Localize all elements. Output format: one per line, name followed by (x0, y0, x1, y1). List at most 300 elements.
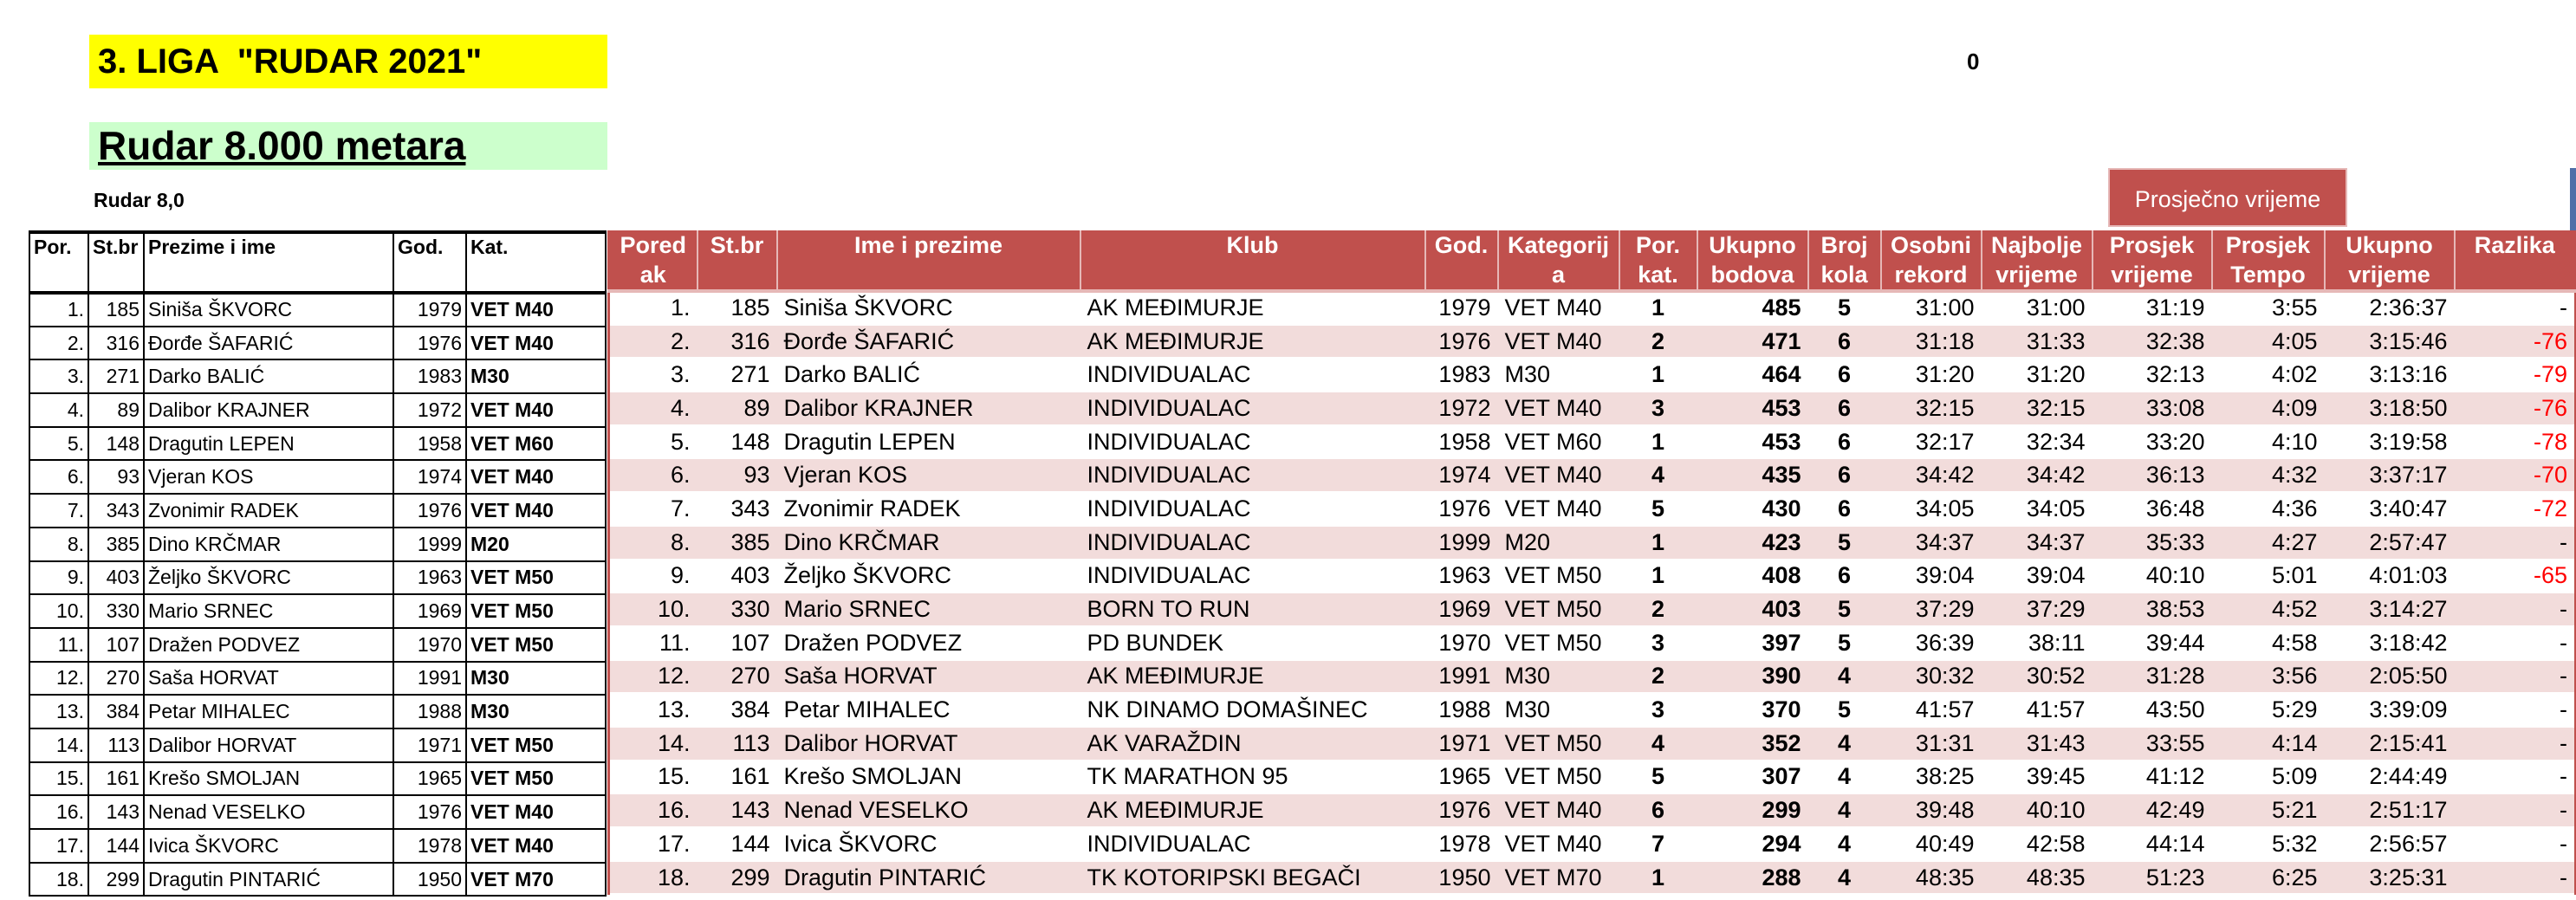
results-cell-tempo[interactable]: 5:01 (2212, 560, 2325, 593)
results-cell-kat[interactable]: M30 (1498, 660, 1619, 694)
results-cell-bodova[interactable]: 370 (1697, 693, 1808, 727)
results-cell-kat[interactable]: VET M50 (1498, 560, 1619, 593)
results-cell-porkat[interactable]: 3 (1619, 392, 1697, 425)
summary-cell-stbr[interactable]: 299 (88, 863, 144, 897)
results-cell-stbr[interactable]: 385 (698, 526, 777, 560)
results-cell-najbolje[interactable]: 39:04 (1982, 560, 2093, 593)
results-cell-stbr[interactable]: 161 (698, 761, 777, 794)
results-cell-name[interactable]: Vjeran KOS (777, 458, 1080, 492)
results-cell-porkat[interactable]: 3 (1619, 693, 1697, 727)
summary-cell-por[interactable]: 14. (29, 728, 88, 762)
results-cell-por[interactable]: 16. (609, 793, 698, 827)
results-cell-kola[interactable]: 4 (1808, 660, 1881, 694)
summary-cell-stbr[interactable]: 385 (88, 528, 144, 561)
results-cell-god[interactable]: 1970 (1425, 626, 1498, 660)
results-cell-prosjek[interactable]: 51:23 (2093, 861, 2212, 895)
results-cell-tempo[interactable]: 5:21 (2212, 793, 2325, 827)
results-cell-tempo[interactable]: 4:36 (2212, 492, 2325, 526)
header-start-number[interactable]: St.br (698, 230, 777, 291)
results-cell-razlika[interactable]: -70 (2455, 458, 2576, 492)
summary-cell-name[interactable]: Dragutin LEPEN (144, 427, 393, 461)
summary-cell-por[interactable]: 18. (29, 863, 88, 897)
results-cell-ukupno[interactable]: 2:56:57 (2325, 827, 2455, 861)
results-cell-rekord[interactable]: 34:37 (1881, 526, 1982, 560)
summary-cell-por[interactable]: 15. (29, 762, 88, 796)
header-personal-record[interactable]: Osobni rekord (1881, 230, 1982, 291)
results-cell-bodova[interactable]: 464 (1697, 358, 1808, 392)
results-cell-tempo[interactable]: 4:02 (2212, 358, 2325, 392)
results-cell-razlika[interactable]: - (2455, 827, 2576, 861)
results-cell-klub[interactable]: AK VARAŽDIN (1080, 727, 1425, 761)
summary-cell-god[interactable]: 1983 (393, 359, 466, 393)
results-cell-bodova[interactable]: 307 (1697, 761, 1808, 794)
results-cell-kola[interactable]: 6 (1808, 392, 1881, 425)
results-cell-por[interactable]: 17. (609, 827, 698, 861)
results-cell-prosjek[interactable]: 38:53 (2093, 592, 2212, 626)
header-poredak[interactable]: Pored ak (609, 230, 698, 291)
results-cell-klub[interactable]: INDIVIDUALAC (1080, 458, 1425, 492)
summary-cell-por[interactable]: 16. (29, 795, 88, 829)
header-rounds[interactable]: Broj kola (1808, 230, 1881, 291)
results-cell-prosjek[interactable]: 42:49 (2093, 793, 2212, 827)
summary-cell-name[interactable]: Dalibor HORVAT (144, 728, 393, 762)
results-cell-kola[interactable]: 4 (1808, 861, 1881, 895)
results-cell-stbr[interactable]: 316 (698, 325, 777, 359)
header-por[interactable]: Por. (29, 232, 88, 293)
results-cell-kat[interactable]: VET M40 (1498, 325, 1619, 359)
results-cell-kat[interactable]: VET M40 (1498, 458, 1619, 492)
results-cell-por[interactable]: 11. (609, 626, 698, 660)
results-cell-por[interactable]: 15. (609, 761, 698, 794)
results-cell-klub[interactable]: INDIVIDUALAC (1080, 425, 1425, 459)
summary-cell-name[interactable]: Krešo SMOLJAN (144, 762, 393, 796)
results-cell-razlika[interactable]: - (2455, 861, 2576, 895)
summary-cell-stbr[interactable]: 113 (88, 728, 144, 762)
results-cell-bodova[interactable]: 485 (1697, 291, 1808, 325)
summary-cell-god[interactable]: 1963 (393, 561, 466, 595)
summary-cell-name[interactable]: Željko ŠKVORC (144, 561, 393, 595)
results-cell-klub[interactable]: PD BUNDEK (1080, 626, 1425, 660)
results-cell-name[interactable]: Dalibor HORVAT (777, 727, 1080, 761)
header-total-time[interactable]: Ukupno vrijeme (2325, 230, 2455, 291)
results-cell-kola[interactable]: 4 (1808, 793, 1881, 827)
results-cell-ukupno[interactable]: 3:18:42 (2325, 626, 2455, 660)
results-cell-rekord[interactable]: 31:18 (1881, 325, 1982, 359)
results-cell-klub[interactable]: TK KOTORIPSKI BEGAČI (1080, 861, 1425, 895)
header-god[interactable]: God. (393, 232, 466, 293)
summary-cell-stbr[interactable]: 143 (88, 795, 144, 829)
results-cell-stbr[interactable]: 144 (698, 827, 777, 861)
results-cell-kola[interactable]: 4 (1808, 761, 1881, 794)
summary-cell-name[interactable]: Dragutin PINTARIĆ (144, 863, 393, 897)
results-cell-bodova[interactable]: 408 (1697, 560, 1808, 593)
results-cell-klub[interactable]: AK MEĐIMURJE (1080, 291, 1425, 325)
header-category-rank[interactable]: Por. kat. (1619, 230, 1697, 291)
results-cell-ukupno[interactable]: 3:37:17 (2325, 458, 2455, 492)
results-cell-prosjek[interactable]: 33:08 (2093, 392, 2212, 425)
results-cell-prosjek[interactable]: 32:13 (2093, 358, 2212, 392)
results-cell-ukupno[interactable]: 2:44:49 (2325, 761, 2455, 794)
summary-cell-name[interactable]: Dino KRČMAR (144, 528, 393, 561)
results-cell-najbolje[interactable]: 41:57 (1982, 693, 2093, 727)
results-cell-prosjek[interactable]: 36:13 (2093, 458, 2212, 492)
results-cell-klub[interactable]: AK MEĐIMURJE (1080, 793, 1425, 827)
summary-cell-god[interactable]: 1976 (393, 795, 466, 829)
results-cell-razlika[interactable]: - (2455, 291, 2576, 325)
results-cell-klub[interactable]: INDIVIDUALAC (1080, 827, 1425, 861)
results-cell-kat[interactable]: VET M60 (1498, 425, 1619, 459)
results-cell-name[interactable]: Đorđe ŠAFARIĆ (777, 325, 1080, 359)
results-cell-stbr[interactable]: 271 (698, 358, 777, 392)
results-cell-kat[interactable]: M30 (1498, 693, 1619, 727)
summary-cell-kat[interactable]: VET M40 (466, 829, 606, 863)
results-cell-rekord[interactable]: 31:00 (1881, 291, 1982, 325)
results-cell-prosjek[interactable]: 40:10 (2093, 560, 2212, 593)
summary-cell-kat[interactable]: VET M40 (466, 293, 606, 327)
header-category[interactable]: Kategorij a (1498, 230, 1619, 291)
summary-cell-name[interactable]: Petar MIHALEC (144, 695, 393, 728)
results-cell-razlika[interactable]: -76 (2455, 325, 2576, 359)
results-cell-najbolje[interactable]: 39:45 (1982, 761, 2093, 794)
results-cell-rekord[interactable]: 38:25 (1881, 761, 1982, 794)
summary-cell-stbr[interactable]: 107 (88, 628, 144, 662)
results-cell-kola[interactable]: 5 (1808, 291, 1881, 325)
results-cell-najbolje[interactable]: 31:33 (1982, 325, 2093, 359)
results-cell-rekord[interactable]: 32:17 (1881, 425, 1982, 459)
results-cell-najbolje[interactable]: 34:42 (1982, 458, 2093, 492)
results-cell-stbr[interactable]: 89 (698, 392, 777, 425)
results-cell-kola[interactable]: 5 (1808, 626, 1881, 660)
results-cell-por[interactable]: 18. (609, 861, 698, 895)
results-cell-porkat[interactable]: 1 (1619, 291, 1697, 325)
summary-cell-por[interactable]: 2. (29, 327, 88, 360)
results-cell-kola[interactable]: 6 (1808, 425, 1881, 459)
summary-cell-stbr[interactable]: 185 (88, 293, 144, 327)
header-club[interactable]: Klub (1080, 230, 1425, 291)
summary-cell-stbr[interactable]: 271 (88, 359, 144, 393)
results-cell-prosjek[interactable]: 39:44 (2093, 626, 2212, 660)
results-cell-najbolje[interactable]: 31:20 (1982, 358, 2093, 392)
summary-cell-por[interactable]: 7. (29, 494, 88, 528)
summary-cell-stbr[interactable]: 144 (88, 829, 144, 863)
results-cell-god[interactable]: 1976 (1425, 492, 1498, 526)
results-cell-porkat[interactable]: 7 (1619, 827, 1697, 861)
results-cell-razlika[interactable]: - (2455, 727, 2576, 761)
summary-cell-kat[interactable]: VET M40 (466, 795, 606, 829)
summary-cell-kat[interactable]: VET M40 (466, 393, 606, 427)
results-cell-name[interactable]: Dino KRČMAR (777, 526, 1080, 560)
results-cell-rekord[interactable]: 40:49 (1881, 827, 1982, 861)
results-cell-tempo[interactable]: 4:58 (2212, 626, 2325, 660)
results-cell-rekord[interactable]: 41:57 (1881, 693, 1982, 727)
results-cell-prosjek[interactable]: 32:38 (2093, 325, 2212, 359)
results-cell-klub[interactable]: NK DINAMO DOMAŠINEC (1080, 693, 1425, 727)
results-cell-ukupno[interactable]: 3:19:58 (2325, 425, 2455, 459)
results-cell-stbr[interactable]: 384 (698, 693, 777, 727)
results-cell-ukupno[interactable]: 4:01:03 (2325, 560, 2455, 593)
summary-cell-kat[interactable]: VET M50 (466, 561, 606, 595)
results-cell-klub[interactable]: AK MEĐIMURJE (1080, 660, 1425, 694)
results-cell-stbr[interactable]: 185 (698, 291, 777, 325)
results-cell-porkat[interactable]: 5 (1619, 492, 1697, 526)
summary-cell-god[interactable]: 1988 (393, 695, 466, 728)
summary-cell-por[interactable]: 1. (29, 293, 88, 327)
header-average-pace[interactable]: Prosjek Tempo (2212, 230, 2325, 291)
results-cell-rekord[interactable]: 37:29 (1881, 592, 1982, 626)
results-cell-god[interactable]: 1963 (1425, 560, 1498, 593)
results-cell-rekord[interactable]: 34:05 (1881, 492, 1982, 526)
results-cell-kola[interactable]: 6 (1808, 358, 1881, 392)
summary-cell-stbr[interactable]: 343 (88, 494, 144, 528)
results-cell-stbr[interactable]: 403 (698, 560, 777, 593)
summary-cell-name[interactable]: Saša HORVAT (144, 662, 393, 696)
results-cell-stbr[interactable]: 343 (698, 492, 777, 526)
results-cell-ukupno[interactable]: 2:36:37 (2325, 291, 2455, 325)
results-cell-name[interactable]: Saša HORVAT (777, 660, 1080, 694)
summary-cell-name[interactable]: Nenad VESELKO (144, 795, 393, 829)
results-cell-tempo[interactable]: 4:27 (2212, 526, 2325, 560)
results-cell-najbolje[interactable]: 37:29 (1982, 592, 2093, 626)
header-name[interactable]: Prezime i ime (144, 232, 393, 293)
results-cell-prosjek[interactable]: 44:14 (2093, 827, 2212, 861)
results-cell-por[interactable]: 7. (609, 492, 698, 526)
results-cell-god[interactable]: 1979 (1425, 291, 1498, 325)
results-cell-tempo[interactable]: 4:09 (2212, 392, 2325, 425)
summary-cell-stbr[interactable]: 270 (88, 662, 144, 696)
results-cell-kat[interactable]: VET M40 (1498, 827, 1619, 861)
summary-cell-kat[interactable]: M30 (466, 662, 606, 696)
summary-cell-kat[interactable]: M30 (466, 695, 606, 728)
results-cell-porkat[interactable]: 2 (1619, 592, 1697, 626)
summary-cell-god[interactable]: 1965 (393, 762, 466, 796)
results-cell-kat[interactable]: VET M40 (1498, 392, 1619, 425)
results-cell-tempo[interactable]: 4:05 (2212, 325, 2325, 359)
summary-cell-stbr[interactable]: 403 (88, 561, 144, 595)
summary-cell-kat[interactable]: VET M50 (466, 628, 606, 662)
results-cell-por[interactable]: 1. (609, 291, 698, 325)
summary-cell-god[interactable]: 1976 (393, 327, 466, 360)
summary-cell-stbr[interactable]: 330 (88, 594, 144, 628)
results-cell-god[interactable]: 1991 (1425, 660, 1498, 694)
results-cell-razlika[interactable]: - (2455, 626, 2576, 660)
summary-cell-kat[interactable]: VET M40 (466, 494, 606, 528)
results-cell-najbolje[interactable]: 34:37 (1982, 526, 2093, 560)
header-stbr[interactable]: St.br (88, 232, 144, 293)
results-cell-name[interactable]: Siniša ŠKVORC (777, 291, 1080, 325)
results-cell-por[interactable]: 8. (609, 526, 698, 560)
results-cell-kat[interactable]: VET M50 (1498, 592, 1619, 626)
summary-cell-god[interactable]: 1974 (393, 460, 466, 494)
results-cell-name[interactable]: Nenad VESELKO (777, 793, 1080, 827)
results-cell-name[interactable]: Dragutin PINTARIĆ (777, 861, 1080, 895)
results-cell-najbolje[interactable]: 48:35 (1982, 861, 2093, 895)
results-cell-razlika[interactable]: -76 (2455, 392, 2576, 425)
results-cell-stbr[interactable]: 93 (698, 458, 777, 492)
results-cell-prosjek[interactable]: 33:20 (2093, 425, 2212, 459)
results-cell-name[interactable]: Dražen PODVEZ (777, 626, 1080, 660)
results-cell-porkat[interactable]: 1 (1619, 425, 1697, 459)
results-cell-god[interactable]: 1983 (1425, 358, 1498, 392)
results-cell-razlika[interactable]: - (2455, 761, 2576, 794)
results-cell-bodova[interactable]: 403 (1697, 592, 1808, 626)
results-cell-rekord[interactable]: 31:31 (1881, 727, 1982, 761)
results-cell-najbolje[interactable]: 32:15 (1982, 392, 2093, 425)
summary-cell-stbr[interactable]: 316 (88, 327, 144, 360)
results-cell-najbolje[interactable]: 31:43 (1982, 727, 2093, 761)
results-cell-klub[interactable]: INDIVIDUALAC (1080, 392, 1425, 425)
header-kat[interactable]: Kat. (466, 232, 606, 293)
results-cell-razlika[interactable]: - (2455, 660, 2576, 694)
results-cell-porkat[interactable]: 3 (1619, 626, 1697, 660)
results-cell-tempo[interactable]: 5:32 (2212, 827, 2325, 861)
summary-cell-por[interactable]: 5. (29, 427, 88, 461)
results-cell-god[interactable]: 1958 (1425, 425, 1498, 459)
header-difference[interactable]: Razlika (2455, 230, 2576, 291)
summary-cell-por[interactable]: 3. (29, 359, 88, 393)
results-cell-porkat[interactable]: 6 (1619, 793, 1697, 827)
results-cell-name[interactable]: Dalibor KRAJNER (777, 392, 1080, 425)
results-cell-bodova[interactable]: 435 (1697, 458, 1808, 492)
summary-cell-god[interactable]: 1958 (393, 427, 466, 461)
summary-cell-god[interactable]: 1976 (393, 494, 466, 528)
results-cell-bodova[interactable]: 453 (1697, 392, 1808, 425)
results-cell-ukupno[interactable]: 2:57:47 (2325, 526, 2455, 560)
results-cell-tempo[interactable]: 4:52 (2212, 592, 2325, 626)
results-cell-god[interactable]: 1974 (1425, 458, 1498, 492)
results-cell-prosjek[interactable]: 41:12 (2093, 761, 2212, 794)
results-cell-razlika[interactable]: -79 (2455, 358, 2576, 392)
results-cell-razlika[interactable]: - (2455, 793, 2576, 827)
results-cell-prosjek[interactable]: 36:48 (2093, 492, 2212, 526)
results-cell-kat[interactable]: VET M50 (1498, 626, 1619, 660)
results-cell-prosjek[interactable]: 31:28 (2093, 660, 2212, 694)
results-cell-bodova[interactable]: 397 (1697, 626, 1808, 660)
summary-cell-por[interactable]: 10. (29, 594, 88, 628)
header-average-time[interactable]: Prosjek vrijeme (2093, 230, 2212, 291)
results-cell-ukupno[interactable]: 3:39:09 (2325, 693, 2455, 727)
results-cell-stbr[interactable]: 113 (698, 727, 777, 761)
results-cell-god[interactable]: 1965 (1425, 761, 1498, 794)
summary-cell-por[interactable]: 9. (29, 561, 88, 595)
results-cell-name[interactable]: Zvonimir RADEK (777, 492, 1080, 526)
summary-cell-kat[interactable]: VET M40 (466, 327, 606, 360)
results-cell-kola[interactable]: 6 (1808, 325, 1881, 359)
results-cell-tempo[interactable]: 5:29 (2212, 693, 2325, 727)
results-cell-por[interactable]: 3. (609, 358, 698, 392)
results-cell-porkat[interactable]: 4 (1619, 458, 1697, 492)
results-cell-klub[interactable]: TK MARATHON 95 (1080, 761, 1425, 794)
results-cell-rekord[interactable]: 39:48 (1881, 793, 1982, 827)
summary-cell-name[interactable]: Zvonimir RADEK (144, 494, 393, 528)
summary-cell-por[interactable]: 8. (29, 528, 88, 561)
results-cell-rekord[interactable]: 31:20 (1881, 358, 1982, 392)
results-cell-kat[interactable]: VET M50 (1498, 761, 1619, 794)
results-cell-bodova[interactable]: 453 (1697, 425, 1808, 459)
results-cell-porkat[interactable]: 5 (1619, 761, 1697, 794)
results-cell-bodova[interactable]: 294 (1697, 827, 1808, 861)
results-cell-porkat[interactable]: 2 (1619, 660, 1697, 694)
results-cell-ukupno[interactable]: 3:25:31 (2325, 861, 2455, 895)
summary-cell-kat[interactable]: M20 (466, 528, 606, 561)
results-cell-kat[interactable]: M20 (1498, 526, 1619, 560)
results-cell-bodova[interactable]: 423 (1697, 526, 1808, 560)
summary-cell-kat[interactable]: VET M50 (466, 762, 606, 796)
results-cell-prosjek[interactable]: 43:50 (2093, 693, 2212, 727)
results-cell-ukupno[interactable]: 2:05:50 (2325, 660, 2455, 694)
results-cell-prosjek[interactable]: 31:19 (2093, 291, 2212, 325)
results-cell-kat[interactable]: VET M40 (1498, 492, 1619, 526)
results-cell-ukupno[interactable]: 2:51:17 (2325, 793, 2455, 827)
summary-cell-god[interactable]: 1972 (393, 393, 466, 427)
summary-cell-kat[interactable]: M30 (466, 359, 606, 393)
results-cell-ukupno[interactable]: 3:13:16 (2325, 358, 2455, 392)
results-cell-god[interactable]: 1972 (1425, 392, 1498, 425)
summary-cell-stbr[interactable]: 384 (88, 695, 144, 728)
results-cell-najbolje[interactable]: 40:10 (1982, 793, 2093, 827)
results-cell-prosjek[interactable]: 35:33 (2093, 526, 2212, 560)
results-cell-klub[interactable]: BORN TO RUN (1080, 592, 1425, 626)
results-cell-stbr[interactable]: 270 (698, 660, 777, 694)
results-cell-tempo[interactable]: 4:32 (2212, 458, 2325, 492)
summary-cell-kat[interactable]: VET M70 (466, 863, 606, 897)
results-cell-najbolje[interactable]: 32:34 (1982, 425, 2093, 459)
summary-cell-name[interactable]: Siniša ŠKVORC (144, 293, 393, 327)
results-cell-god[interactable]: 1976 (1425, 793, 1498, 827)
results-cell-god[interactable]: 1988 (1425, 693, 1498, 727)
results-cell-rekord[interactable]: 30:32 (1881, 660, 1982, 694)
summary-cell-god[interactable]: 1969 (393, 594, 466, 628)
results-cell-klub[interactable]: AK MEĐIMURJE (1080, 325, 1425, 359)
summary-cell-stbr[interactable]: 93 (88, 460, 144, 494)
results-cell-kola[interactable]: 4 (1808, 827, 1881, 861)
results-cell-rekord[interactable]: 36:39 (1881, 626, 1982, 660)
results-cell-tempo[interactable]: 4:10 (2212, 425, 2325, 459)
results-cell-por[interactable]: 6. (609, 458, 698, 492)
results-cell-god[interactable]: 1950 (1425, 861, 1498, 895)
results-cell-kat[interactable]: VET M40 (1498, 793, 1619, 827)
results-cell-bodova[interactable]: 430 (1697, 492, 1808, 526)
summary-cell-name[interactable]: Dražen PODVEZ (144, 628, 393, 662)
summary-cell-kat[interactable]: VET M50 (466, 728, 606, 762)
results-cell-name[interactable]: Ivica ŠKVORC (777, 827, 1080, 861)
results-cell-bodova[interactable]: 352 (1697, 727, 1808, 761)
results-cell-name[interactable]: Dragutin LEPEN (777, 425, 1080, 459)
summary-cell-name[interactable]: Dalibor KRAJNER (144, 393, 393, 427)
results-cell-stbr[interactable]: 148 (698, 425, 777, 459)
results-cell-por[interactable]: 5. (609, 425, 698, 459)
results-cell-bodova[interactable]: 288 (1697, 861, 1808, 895)
summary-cell-god[interactable]: 1971 (393, 728, 466, 762)
results-cell-razlika[interactable]: -78 (2455, 425, 2576, 459)
results-cell-por[interactable]: 14. (609, 727, 698, 761)
summary-cell-kat[interactable]: VET M50 (466, 594, 606, 628)
results-cell-rekord[interactable]: 34:42 (1881, 458, 1982, 492)
results-cell-razlika[interactable]: -65 (2455, 560, 2576, 593)
results-cell-kola[interactable]: 5 (1808, 526, 1881, 560)
results-cell-najbolje[interactable]: 30:52 (1982, 660, 2093, 694)
summary-cell-stbr[interactable]: 161 (88, 762, 144, 796)
results-cell-god[interactable]: 1969 (1425, 592, 1498, 626)
results-cell-kola[interactable]: 5 (1808, 592, 1881, 626)
results-cell-bodova[interactable]: 471 (1697, 325, 1808, 359)
header-best-time[interactable]: Najbolje vrijeme (1982, 230, 2093, 291)
summary-cell-god[interactable]: 1979 (393, 293, 466, 327)
results-cell-kola[interactable]: 6 (1808, 492, 1881, 526)
results-cell-stbr[interactable]: 143 (698, 793, 777, 827)
summary-cell-kat[interactable]: VET M40 (466, 460, 606, 494)
summary-cell-por[interactable]: 13. (29, 695, 88, 728)
results-cell-porkat[interactable]: 4 (1619, 727, 1697, 761)
